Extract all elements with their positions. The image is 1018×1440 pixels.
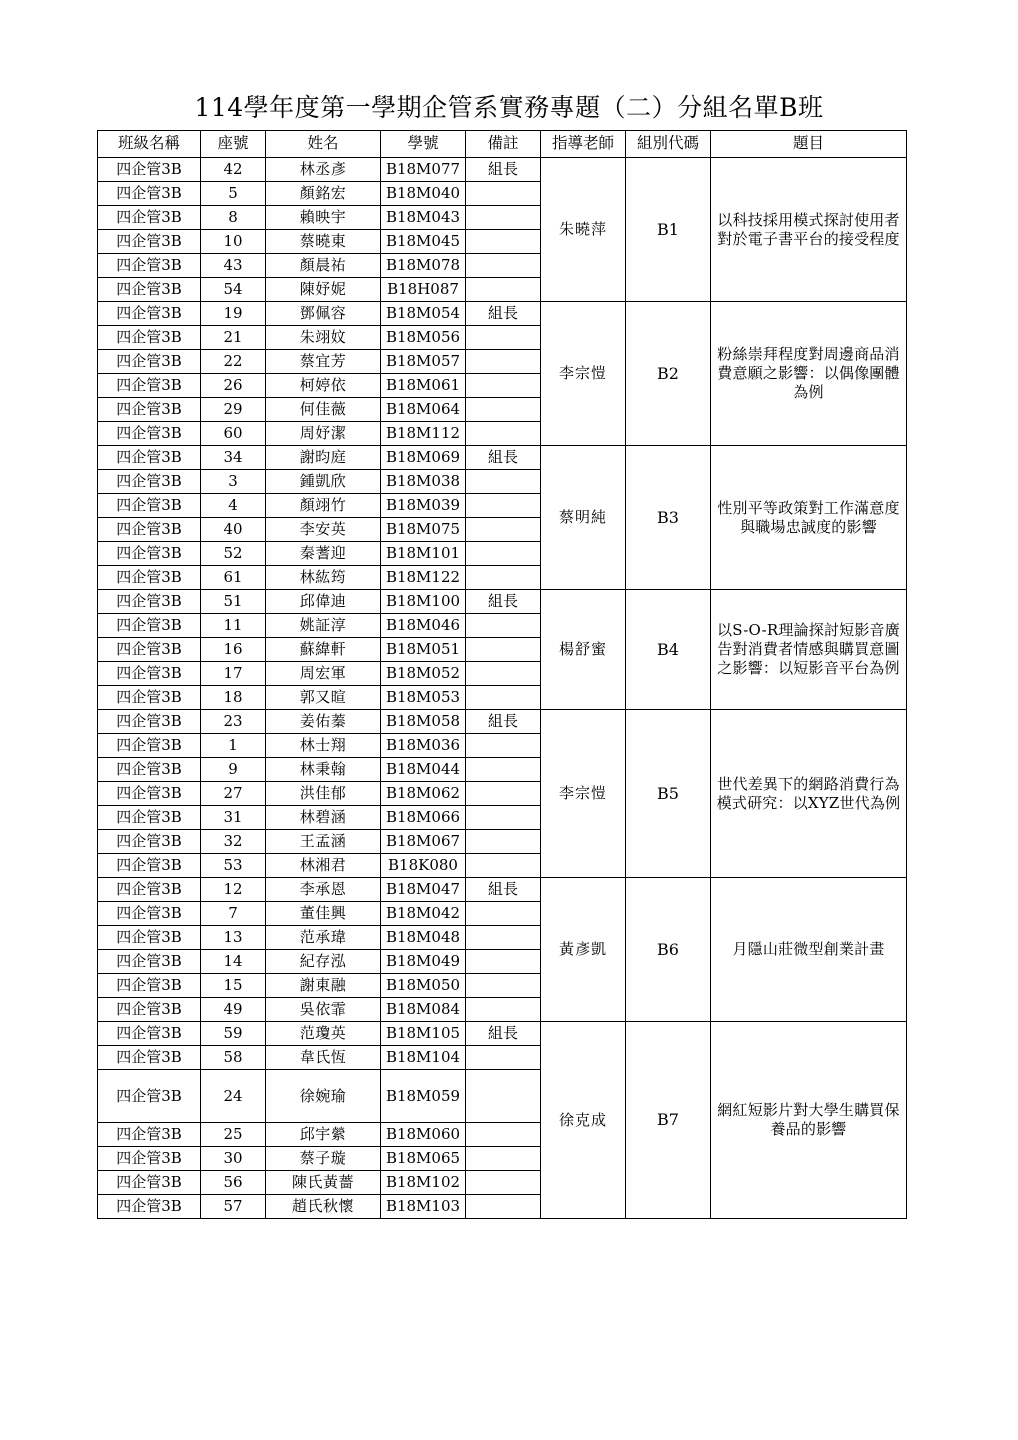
cell-student-id: B18M075 <box>381 518 466 542</box>
cell-topic: 網紅短影片對大學生購買保養品的影響 <box>711 1022 907 1219</box>
table-row <box>98 446 907 470</box>
cell-student-name: 姜佑蓁 <box>266 710 381 734</box>
cell-note: 組長 <box>466 302 541 326</box>
cell-seat-no: 26 <box>201 374 266 398</box>
cell-seat-no: 54 <box>201 278 266 302</box>
cell-group-code: B1 <box>626 158 711 302</box>
cell-seat-no: 27 <box>201 782 266 806</box>
cell-topic: 以科技採用模式探討使用者對於電子書平台的接受程度 <box>711 158 907 302</box>
cell-student-name: 蔡宜芳 <box>266 350 381 374</box>
cell-seat-no: 32 <box>201 830 266 854</box>
cell-class-name: 四企管3B <box>98 350 201 374</box>
cell-student-id: B18M057 <box>381 350 466 374</box>
cell-student-id: B18M069 <box>381 446 466 470</box>
cell-student-id: B18M052 <box>381 662 466 686</box>
cell-note <box>466 326 541 350</box>
cell-advisor: 李宗愷 <box>541 302 626 446</box>
cell-student-name: 鍾凱欣 <box>266 470 381 494</box>
cell-seat-no: 59 <box>201 1022 266 1046</box>
cell-student-id: B18M054 <box>381 302 466 326</box>
cell-student-id: B18M105 <box>381 1022 466 1046</box>
cell-note <box>466 1171 541 1195</box>
cell-student-id: B18M061 <box>381 374 466 398</box>
cell-class-name: 四企管3B <box>98 854 201 878</box>
cell-class-name: 四企管3B <box>98 1147 201 1171</box>
table-header <box>98 131 907 158</box>
cell-topic: 世代差異下的網路消費行為模式研究：以XYZ世代為例 <box>711 710 907 878</box>
cell-advisor: 李宗愷 <box>541 710 626 878</box>
cell-class-name: 四企管3B <box>98 542 201 566</box>
cell-student-id: B18M122 <box>381 566 466 590</box>
cell-student-id: B18M038 <box>381 470 466 494</box>
cell-group-code: B3 <box>626 446 711 590</box>
cell-topic: 月隱山莊微型創業計畫 <box>711 878 907 1022</box>
cell-student-name: 趙氏秋懷 <box>266 1195 381 1219</box>
cell-class-name: 四企管3B <box>98 878 201 902</box>
cell-student-id: B18M059 <box>381 1070 466 1123</box>
cell-note <box>466 494 541 518</box>
cell-seat-no: 3 <box>201 470 266 494</box>
cell-student-id: B18M043 <box>381 206 466 230</box>
cell-class-name: 四企管3B <box>98 566 201 590</box>
cell-class-name: 四企管3B <box>98 830 201 854</box>
cell-seat-no: 23 <box>201 710 266 734</box>
cell-student-id: B18M046 <box>381 614 466 638</box>
cell-student-name: 賴映宇 <box>266 206 381 230</box>
cell-student-id: B18M051 <box>381 638 466 662</box>
cell-student-name: 周妤潔 <box>266 422 381 446</box>
cell-student-name: 林士翔 <box>266 734 381 758</box>
cell-student-id: B18K080 <box>381 854 466 878</box>
cell-note <box>466 974 541 998</box>
cell-student-name: 周宏軍 <box>266 662 381 686</box>
cell-advisor: 朱曉萍 <box>541 158 626 302</box>
cell-student-id: B18M048 <box>381 926 466 950</box>
cell-class-name: 四企管3B <box>98 374 201 398</box>
cell-student-name: 姚証淳 <box>266 614 381 638</box>
cell-seat-no: 40 <box>201 518 266 542</box>
cell-note <box>466 542 541 566</box>
cell-class-name: 四企管3B <box>98 1123 201 1147</box>
cell-topic: 性別平等政策對工作滿意度與職場忠誠度的影響 <box>711 446 907 590</box>
cell-note <box>466 782 541 806</box>
cell-advisor: 蔡明純 <box>541 446 626 590</box>
cell-student-id: B18M062 <box>381 782 466 806</box>
cell-student-name: 柯婷依 <box>266 374 381 398</box>
cell-note <box>466 398 541 422</box>
cell-student-name: 郭又暄 <box>266 686 381 710</box>
cell-student-id: B18M101 <box>381 542 466 566</box>
cell-seat-no: 18 <box>201 686 266 710</box>
cell-advisor: 楊舒蜜 <box>541 590 626 710</box>
cell-note <box>466 902 541 926</box>
cell-seat-no: 53 <box>201 854 266 878</box>
cell-advisor: 徐克成 <box>541 1022 626 1219</box>
cell-student-id: B18M056 <box>381 326 466 350</box>
cell-note <box>466 470 541 494</box>
cell-note <box>466 758 541 782</box>
cell-student-name: 邱偉迪 <box>266 590 381 614</box>
cell-student-name: 紀存泓 <box>266 950 381 974</box>
cell-class-name: 四企管3B <box>98 446 201 470</box>
cell-class-name: 四企管3B <box>98 206 201 230</box>
table-row <box>98 158 907 182</box>
cell-student-id: B18M064 <box>381 398 466 422</box>
cell-seat-no: 21 <box>201 326 266 350</box>
cell-note <box>466 1070 541 1123</box>
column-header-student-name: 姓名 <box>266 131 381 158</box>
cell-class-name: 四企管3B <box>98 1171 201 1195</box>
cell-student-name: 顏銘宏 <box>266 182 381 206</box>
column-header-note: 備註 <box>466 131 541 158</box>
cell-class-name: 四企管3B <box>98 590 201 614</box>
cell-student-id: B18M040 <box>381 182 466 206</box>
cell-note <box>466 1147 541 1171</box>
cell-student-name: 顏晨祐 <box>266 254 381 278</box>
cell-class-name: 四企管3B <box>98 302 201 326</box>
cell-student-id: B18M102 <box>381 1171 466 1195</box>
cell-class-name: 四企管3B <box>98 422 201 446</box>
cell-note <box>466 278 541 302</box>
table-row <box>98 590 907 614</box>
cell-seat-no: 15 <box>201 974 266 998</box>
cell-note: 組長 <box>466 158 541 182</box>
cell-student-name: 洪佳郁 <box>266 782 381 806</box>
cell-seat-no: 57 <box>201 1195 266 1219</box>
cell-student-id: B18M045 <box>381 230 466 254</box>
column-header-advisor: 指導老師 <box>541 131 626 158</box>
cell-student-name: 范承瑋 <box>266 926 381 950</box>
column-header-seat-no: 座號 <box>201 131 266 158</box>
cell-seat-no: 34 <box>201 446 266 470</box>
cell-seat-no: 22 <box>201 350 266 374</box>
cell-note <box>466 350 541 374</box>
cell-seat-no: 58 <box>201 1046 266 1070</box>
cell-student-id: B18M039 <box>381 494 466 518</box>
cell-student-id: B18M047 <box>381 878 466 902</box>
cell-class-name: 四企管3B <box>98 614 201 638</box>
cell-class-name: 四企管3B <box>98 470 201 494</box>
cell-seat-no: 52 <box>201 542 266 566</box>
cell-seat-no: 16 <box>201 638 266 662</box>
cell-class-name: 四企管3B <box>98 494 201 518</box>
header-row <box>98 131 907 158</box>
cell-student-name: 陳氏黃薔 <box>266 1171 381 1195</box>
cell-student-id: B18M042 <box>381 902 466 926</box>
cell-class-name: 四企管3B <box>98 518 201 542</box>
cell-class-name: 四企管3B <box>98 926 201 950</box>
cell-seat-no: 5 <box>201 182 266 206</box>
cell-seat-no: 19 <box>201 302 266 326</box>
cell-class-name: 四企管3B <box>98 182 201 206</box>
cell-student-name: 謝東融 <box>266 974 381 998</box>
cell-advisor: 黃彥凱 <box>541 878 626 1022</box>
cell-student-id: B18M067 <box>381 830 466 854</box>
cell-note: 組長 <box>466 878 541 902</box>
cell-note: 組長 <box>466 446 541 470</box>
cell-student-name: 范瓊英 <box>266 1022 381 1046</box>
cell-class-name: 四企管3B <box>98 1046 201 1070</box>
cell-student-name: 李安英 <box>266 518 381 542</box>
cell-seat-no: 51 <box>201 590 266 614</box>
cell-class-name: 四企管3B <box>98 782 201 806</box>
column-header-topic: 題目 <box>711 131 907 158</box>
cell-class-name: 四企管3B <box>98 254 201 278</box>
column-header-group-code: 組別代碼 <box>626 131 711 158</box>
cell-student-name: 謝昀庭 <box>266 446 381 470</box>
cell-seat-no: 61 <box>201 566 266 590</box>
cell-seat-no: 10 <box>201 230 266 254</box>
cell-student-name: 林丞彥 <box>266 158 381 182</box>
cell-class-name: 四企管3B <box>98 950 201 974</box>
cell-note <box>466 566 541 590</box>
cell-class-name: 四企管3B <box>98 230 201 254</box>
cell-class-name: 四企管3B <box>98 902 201 926</box>
cell-note <box>466 950 541 974</box>
cell-seat-no: 7 <box>201 902 266 926</box>
cell-group-code: B2 <box>626 302 711 446</box>
cell-note <box>466 662 541 686</box>
cell-class-name: 四企管3B <box>98 710 201 734</box>
cell-student-name: 蔡子璇 <box>266 1147 381 1171</box>
cell-student-name: 陳妤妮 <box>266 278 381 302</box>
cell-note <box>466 422 541 446</box>
cell-student-id: B18H087 <box>381 278 466 302</box>
cell-student-id: B18M036 <box>381 734 466 758</box>
cell-note <box>466 206 541 230</box>
table-row <box>98 1022 907 1046</box>
cell-note <box>466 254 541 278</box>
cell-student-id: B18M066 <box>381 806 466 830</box>
cell-seat-no: 42 <box>201 158 266 182</box>
cell-seat-no: 24 <box>201 1070 266 1123</box>
cell-note <box>466 926 541 950</box>
cell-class-name: 四企管3B <box>98 1195 201 1219</box>
cell-class-name: 四企管3B <box>98 1022 201 1046</box>
cell-class-name: 四企管3B <box>98 974 201 998</box>
cell-note <box>466 182 541 206</box>
cell-class-name: 四企管3B <box>98 734 201 758</box>
cell-note <box>466 1123 541 1147</box>
cell-student-name: 鄧佩容 <box>266 302 381 326</box>
table-body <box>98 158 907 1219</box>
cell-note: 組長 <box>466 710 541 734</box>
cell-seat-no: 30 <box>201 1147 266 1171</box>
cell-student-name: 蘇緯軒 <box>266 638 381 662</box>
cell-student-id: B18M100 <box>381 590 466 614</box>
cell-student-name: 何佳薇 <box>266 398 381 422</box>
cell-note <box>466 1046 541 1070</box>
cell-seat-no: 17 <box>201 662 266 686</box>
cell-note: 組長 <box>466 590 541 614</box>
cell-student-id: B18M077 <box>381 158 466 182</box>
cell-student-name: 林碧涵 <box>266 806 381 830</box>
cell-seat-no: 11 <box>201 614 266 638</box>
cell-class-name: 四企管3B <box>98 326 201 350</box>
cell-note <box>466 830 541 854</box>
cell-student-name: 吳依霏 <box>266 998 381 1022</box>
cell-seat-no: 56 <box>201 1171 266 1195</box>
column-header-student-id: 學號 <box>381 131 466 158</box>
cell-class-name: 四企管3B <box>98 1070 201 1123</box>
table-row <box>98 878 907 902</box>
cell-student-name: 徐婉瑜 <box>266 1070 381 1123</box>
group-roster-table <box>97 130 907 1219</box>
cell-note <box>466 1195 541 1219</box>
cell-student-id: B18M065 <box>381 1147 466 1171</box>
cell-class-name: 四企管3B <box>98 278 201 302</box>
cell-class-name: 四企管3B <box>98 638 201 662</box>
cell-note: 組長 <box>466 1022 541 1046</box>
cell-seat-no: 14 <box>201 950 266 974</box>
cell-student-id: B18M058 <box>381 710 466 734</box>
cell-class-name: 四企管3B <box>98 158 201 182</box>
cell-seat-no: 60 <box>201 422 266 446</box>
cell-student-name: 蔡曉東 <box>266 230 381 254</box>
cell-topic: 以S-O-R理論探討短影音廣告對消費者情感與購買意圖之影響：以短影音平台為例 <box>711 590 907 710</box>
cell-note <box>466 614 541 638</box>
cell-note <box>466 998 541 1022</box>
cell-class-name: 四企管3B <box>98 662 201 686</box>
cell-note <box>466 806 541 830</box>
cell-student-id: B18M104 <box>381 1046 466 1070</box>
cell-student-name: 林紘筠 <box>266 566 381 590</box>
cell-note <box>466 230 541 254</box>
cell-group-code: B7 <box>626 1022 711 1219</box>
cell-student-id: B18M084 <box>381 998 466 1022</box>
cell-seat-no: 4 <box>201 494 266 518</box>
cell-seat-no: 25 <box>201 1123 266 1147</box>
cell-student-id: B18M103 <box>381 1195 466 1219</box>
cell-seat-no: 13 <box>201 926 266 950</box>
cell-seat-no: 49 <box>201 998 266 1022</box>
cell-seat-no: 1 <box>201 734 266 758</box>
cell-seat-no: 29 <box>201 398 266 422</box>
cell-group-code: B5 <box>626 710 711 878</box>
cell-seat-no: 9 <box>201 758 266 782</box>
cell-student-name: 朱翊妏 <box>266 326 381 350</box>
cell-note <box>466 734 541 758</box>
cell-student-name: 林湘君 <box>266 854 381 878</box>
cell-topic: 粉絲崇拜程度對周邊商品消費意願之影響：以偶像團體為例 <box>711 302 907 446</box>
cell-seat-no: 12 <box>201 878 266 902</box>
cell-student-name: 韋氏恆 <box>266 1046 381 1070</box>
cell-note <box>466 518 541 542</box>
cell-class-name: 四企管3B <box>98 758 201 782</box>
cell-student-name: 秦蓍迎 <box>266 542 381 566</box>
cell-student-name: 李承恩 <box>266 878 381 902</box>
cell-student-id: B18M078 <box>381 254 466 278</box>
cell-student-id: B18M053 <box>381 686 466 710</box>
cell-seat-no: 43 <box>201 254 266 278</box>
cell-note <box>466 374 541 398</box>
table-row <box>98 710 907 734</box>
cell-seat-no: 8 <box>201 206 266 230</box>
cell-student-id: B18M044 <box>381 758 466 782</box>
cell-note <box>466 854 541 878</box>
column-header-class-name: 班級名稱 <box>98 131 201 158</box>
cell-group-code: B4 <box>626 590 711 710</box>
cell-class-name: 四企管3B <box>98 806 201 830</box>
cell-class-name: 四企管3B <box>98 686 201 710</box>
cell-student-id: B18M060 <box>381 1123 466 1147</box>
cell-class-name: 四企管3B <box>98 998 201 1022</box>
cell-note <box>466 638 541 662</box>
cell-student-id: B18M049 <box>381 950 466 974</box>
cell-student-name: 林秉翰 <box>266 758 381 782</box>
table-row <box>98 302 907 326</box>
cell-group-code: B6 <box>626 878 711 1022</box>
cell-student-name: 顏翊竹 <box>266 494 381 518</box>
cell-student-id: B18M050 <box>381 974 466 998</box>
cell-student-id: B18M112 <box>381 422 466 446</box>
cell-student-name: 邱宇縈 <box>266 1123 381 1147</box>
cell-seat-no: 31 <box>201 806 266 830</box>
cell-student-name: 王孟涵 <box>266 830 381 854</box>
cell-class-name: 四企管3B <box>98 398 201 422</box>
cell-student-name: 董佳興 <box>266 902 381 926</box>
page-title: 114學年度第一學期企管系實務專題（二）分組名單B班 <box>194 93 824 122</box>
cell-note <box>466 686 541 710</box>
